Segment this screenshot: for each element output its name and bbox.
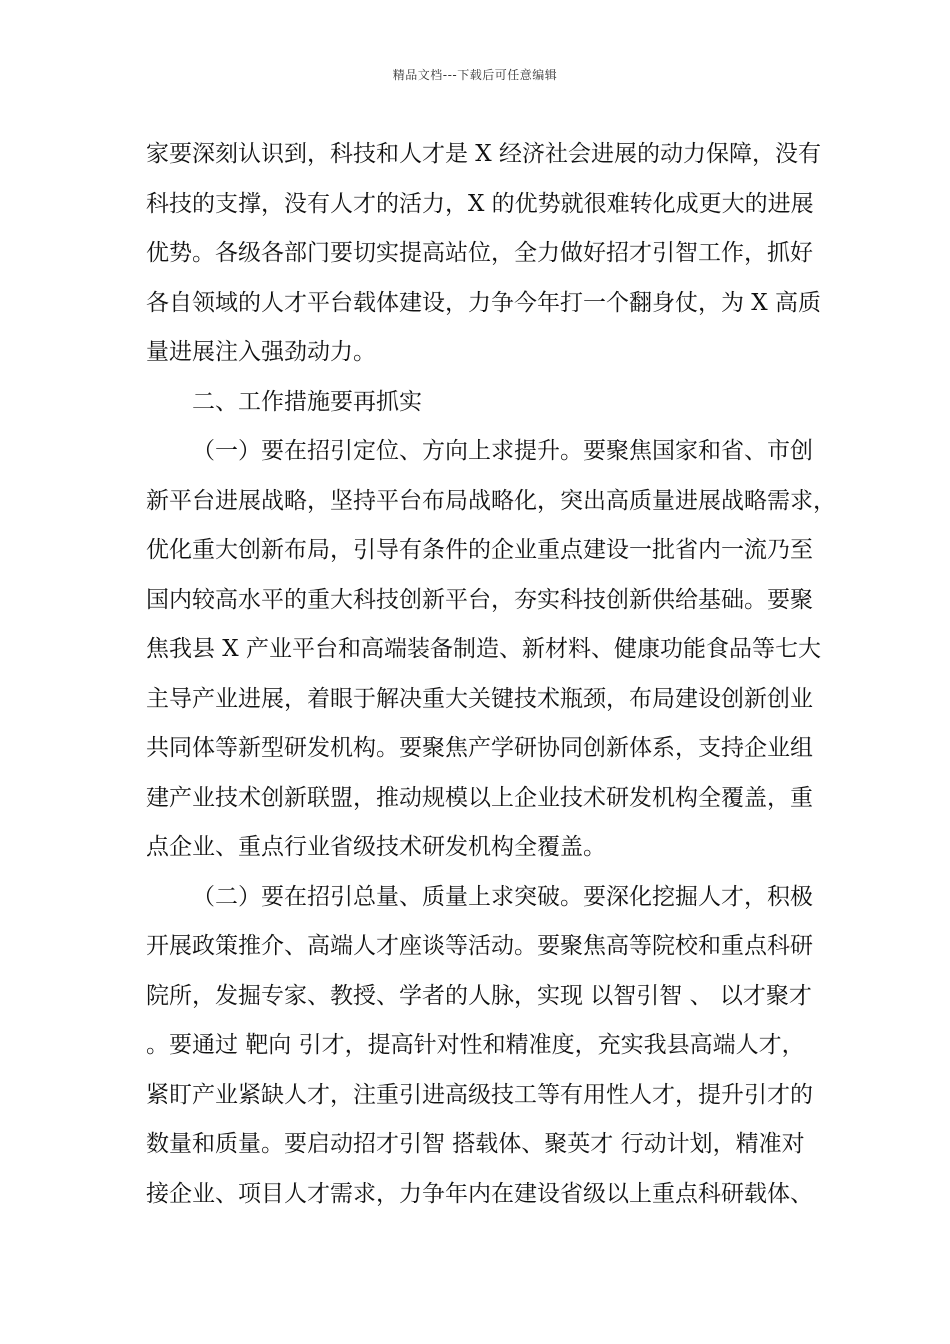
text-line: 数量和质量。要启动招才引智 搭载体、聚英才 行动计划，精准对 <box>146 1131 805 1157</box>
paragraph <box>146 873 836 1220</box>
text-line: 接企业、项目人才需求，力争年内在建设省级以上重点科研载体、 <box>146 1180 813 1207</box>
page-header: 精品文档---下载后可任意编辑 <box>392 68 558 82</box>
text-line: 。要通过 靶向 引才，提高针对性和精准度，充实我县高端人才， <box>146 1032 805 1058</box>
paragraph <box>146 427 836 873</box>
text-line: 点企业、重点行业省级技术研发机构全覆盖。 <box>146 834 606 860</box>
paragraph <box>146 130 836 378</box>
text-line: （二）要在招引总量、质量上求突破。要深化挖掘人才，积极 <box>192 883 813 910</box>
text-line: 主导产业进展，着眼于解决重大关键技术瓶颈，布局建设创新创业 <box>146 685 813 712</box>
text-line: 家要深刻认识到，科技和人才是 X 经济社会进展的动力保障，没有 <box>146 141 821 167</box>
text-line: 优势。各级各部门要切实提高站位，全力做好招才引智工作，抓好 <box>146 240 813 266</box>
text-line: 二、工作措施要再抓实 <box>192 388 422 415</box>
text-line: 国内较高水平的重大科技创新平台，夯实科技创新供给基础。要聚 <box>146 586 813 613</box>
text-line: 建产业技术创新联盟，推动规模以上企业技术研发机构全覆盖，重 <box>146 784 813 811</box>
text-line: 共同体等新型研发机构。要聚焦产学研协同创新体系，支持企业组 <box>146 735 813 761</box>
text-line: 紧盯产业紧缺人才，注重引进高级技工等有用性人才，提升引才的 <box>146 1081 813 1108</box>
text-line: 新平台进展战略，坚持平台布局战略化，突出高质量进展战略需求， <box>146 487 836 514</box>
text-line: （一）要在招引定位、方向上求提升。要聚焦国家和省、市创 <box>192 438 813 464</box>
paragraph <box>146 378 836 428</box>
text-line: 开展政策推介、高端人才座谈等活动。要聚焦高等院校和重点科研 <box>146 933 813 959</box>
text-line: 焦我县 X 产业平台和高端装备制造、新材料、健康功能食品等七大 <box>146 636 821 662</box>
text-line: 量进展注入强劲动力。 <box>146 339 376 365</box>
text-line: 优化重大创新布局，引导有条件的企业重点建设一批省内一流乃至 <box>146 537 813 563</box>
text-line: 院所，发掘专家、教授、学者的人脉，实现 以智引智 、 以才聚才 <box>146 982 812 1009</box>
text-line: 科技的支撑，没有人才的活力，X 的优势就很难转化成更大的进展 <box>146 190 814 217</box>
document-body <box>146 130 836 1219</box>
text-line: 各自领域的人才平台载体建设，力争今年打一个翻身仗，为 X 高质 <box>146 289 821 316</box>
